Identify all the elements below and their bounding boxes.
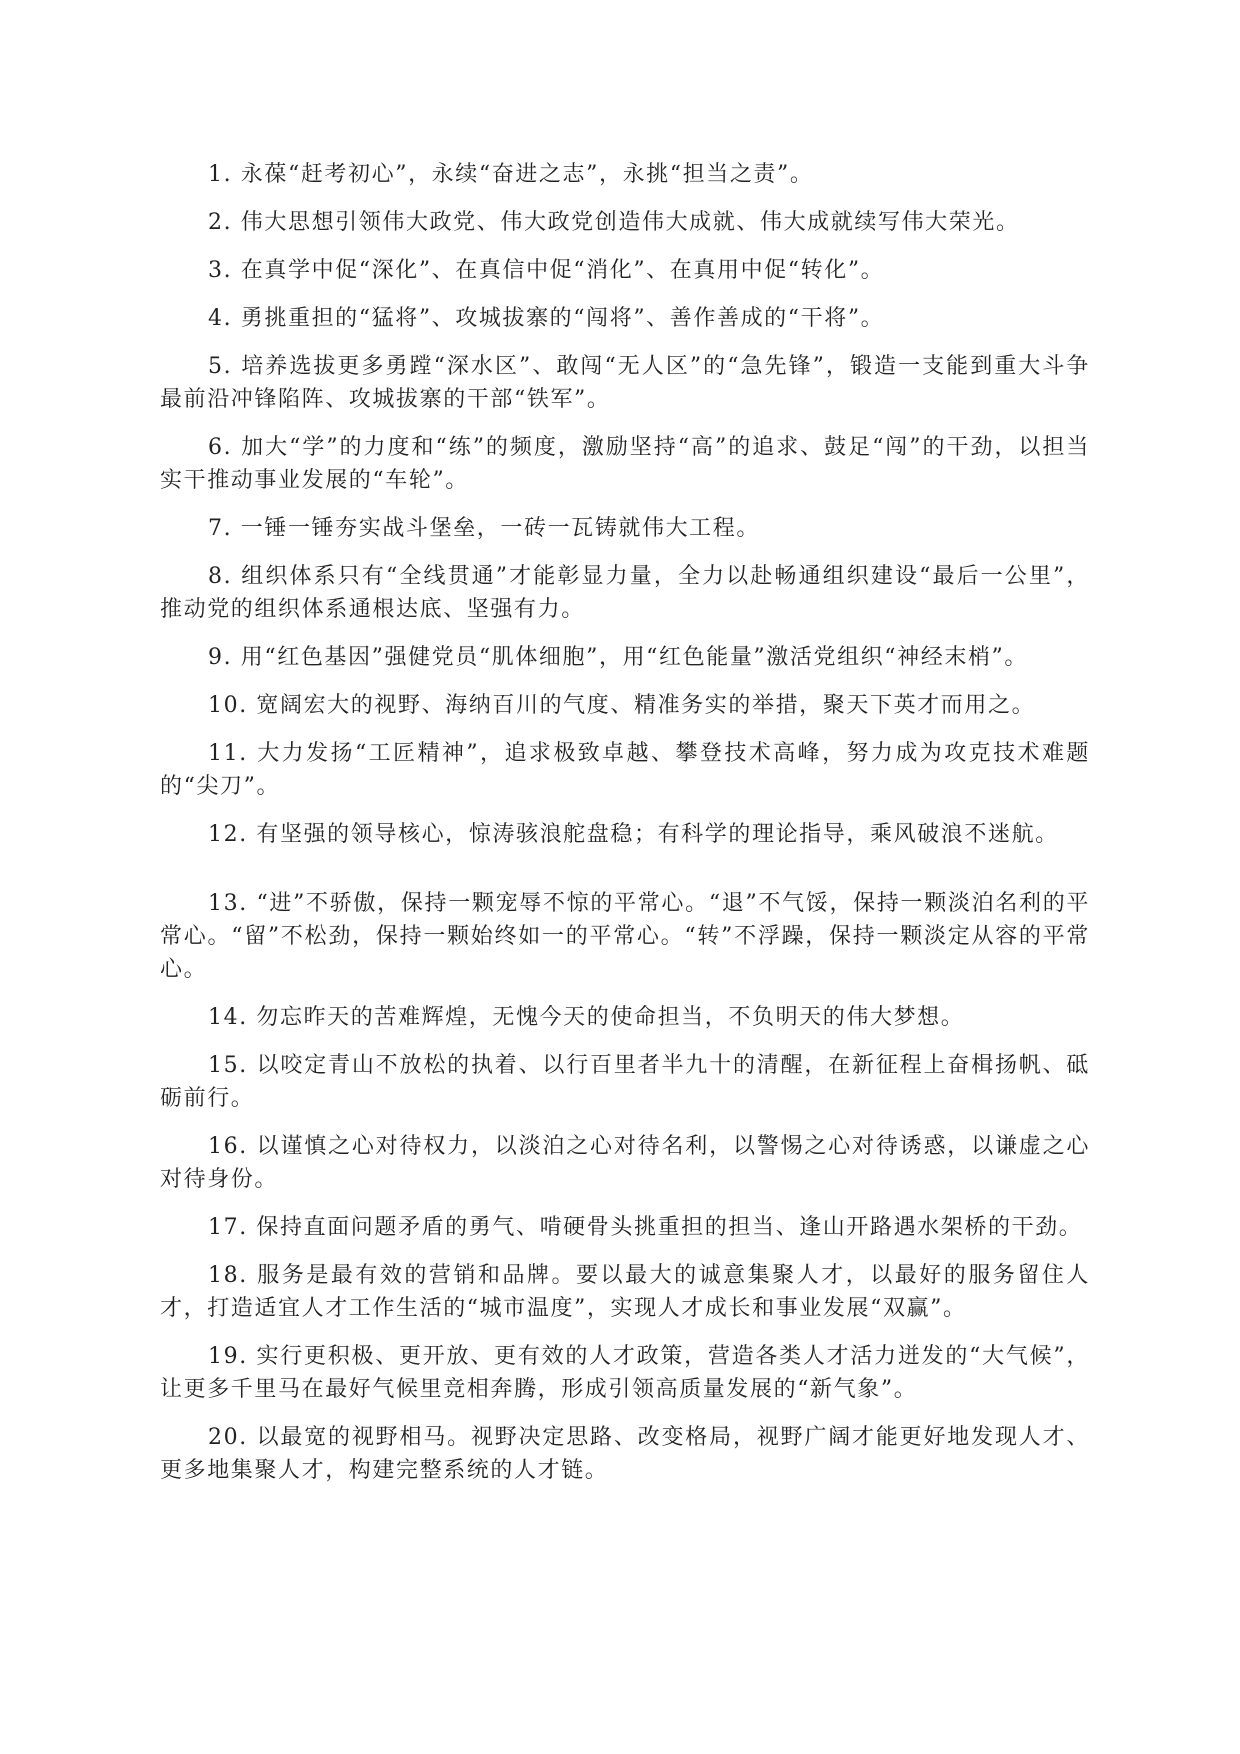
list-item: 16. 以谨慎之心对待权力，以淡泊之心对待名利，以警惕之心对待诱惑，以谦虚之心对待身份。 [160,1134,1090,1192]
list-item: 12. 有坚强的领导核心，惊涛骇浪舵盘稳；有科学的理论指导，乘风破浪不迷航。 [208,822,1059,847]
list-item: 15. 以咬定青山不放松的执着、以行百里者半九十的清醒，在新征程上奋楫扬帆、砥砺前行。 [160,1053,1090,1111]
list-item: 20. 以最宽的视野相马。视野决定思路、改变格局，视野广阔才能更好地发现人才、更多地集聚人才，构建完整系统的人才链。 [160,1425,1090,1483]
list-item: 4. 勇挑重担的“猛将”、攻城拔寨的“闯将”、善作善成的“干将”。 [208,306,885,331]
list-item: 14. 勿忘昨天的苦难辉煌，无愧今天的使命担当，不负明天的伟大梦想。 [208,1005,965,1030]
list-item: 13. “进”不骄傲，保持一颗宠辱不惊的平常心。“退”不气馁，保持一颗淡泊名利的平常心。“留”不松劲，保持一颗始终如一的平常心。“转”不浮躁，保持一颗淡定从容的平常心。 [160,891,1090,982]
list-item: 2. 伟大思想引领伟大政党、伟大政党创造伟大成就、伟大成就续写伟大荣光。 [208,210,1020,235]
document-body [160,158,1090,1502]
list-item: 18. 服务是最有效的营销和品牌。要以最大的诚意集聚人才，以最好的服务留住人才，打造适宜人才工作生活的“城市温度”，实现人才成长和事业发展“双赢”。 [160,1263,1090,1321]
list-item: 10. 宽阔宏大的视野、海纳百川的气度、精准务实的举措，聚天下英才而用之。 [208,693,1036,718]
list-item: 7. 一锤一锤夯实战斗堡垒，一砖一瓦铸就伟大工程。 [208,516,760,541]
list-item: 3. 在真学中促“深化”、在真信中促“消化”、在真用中促“转化”。 [208,258,885,283]
list-item: 8. 组织体系只有“全线贯通”才能彰显力量，全力以赴畅通组织建设“最后一公里”，推动党的组织体系通根达底、坚强有力。 [160,564,1090,622]
list-item: 19. 实行更积极、更开放、更有效的人才政策，营造各类人才活力迸发的“大气候”，让更多千里马在最好气候里竞相奔腾，形成引领高质量发展的“新气象”。 [160,1344,1090,1402]
list-item: 11. 大力发扬“工匠精神”，追求极致卓越、攀登技术高峰，努力成为攻克技术难题的“尖刀”。 [160,741,1090,799]
list-item: 17. 保持直面问题矛盾的勇气、啃硬骨头挑重担的担当、逢山开路遇水架桥的干劲。 [208,1215,1083,1240]
list-item: 6. 加大“学”的力度和“练”的频度，激励坚持“高”的追求、鼓足“闯”的干劲，以担当实干推动事业发展的“车轮”。 [160,435,1090,493]
list-item: 1. 永葆“赶考初心”，永续“奋进之志”，永挑“担当之责”。 [208,162,814,187]
list-item: 9. 用“红色基因”强健党员“肌体细胞”，用“红色能量”激活党组织“神经末梢”。 [208,645,1028,670]
list-item: 5. 培养选拔更多勇蹚“深水区”、敢闯“无人区”的“急先锋”，锻造一支能到重大斗争最前沿冲锋陷阵、攻城拔寨的干部“铁军”。 [160,354,1090,412]
